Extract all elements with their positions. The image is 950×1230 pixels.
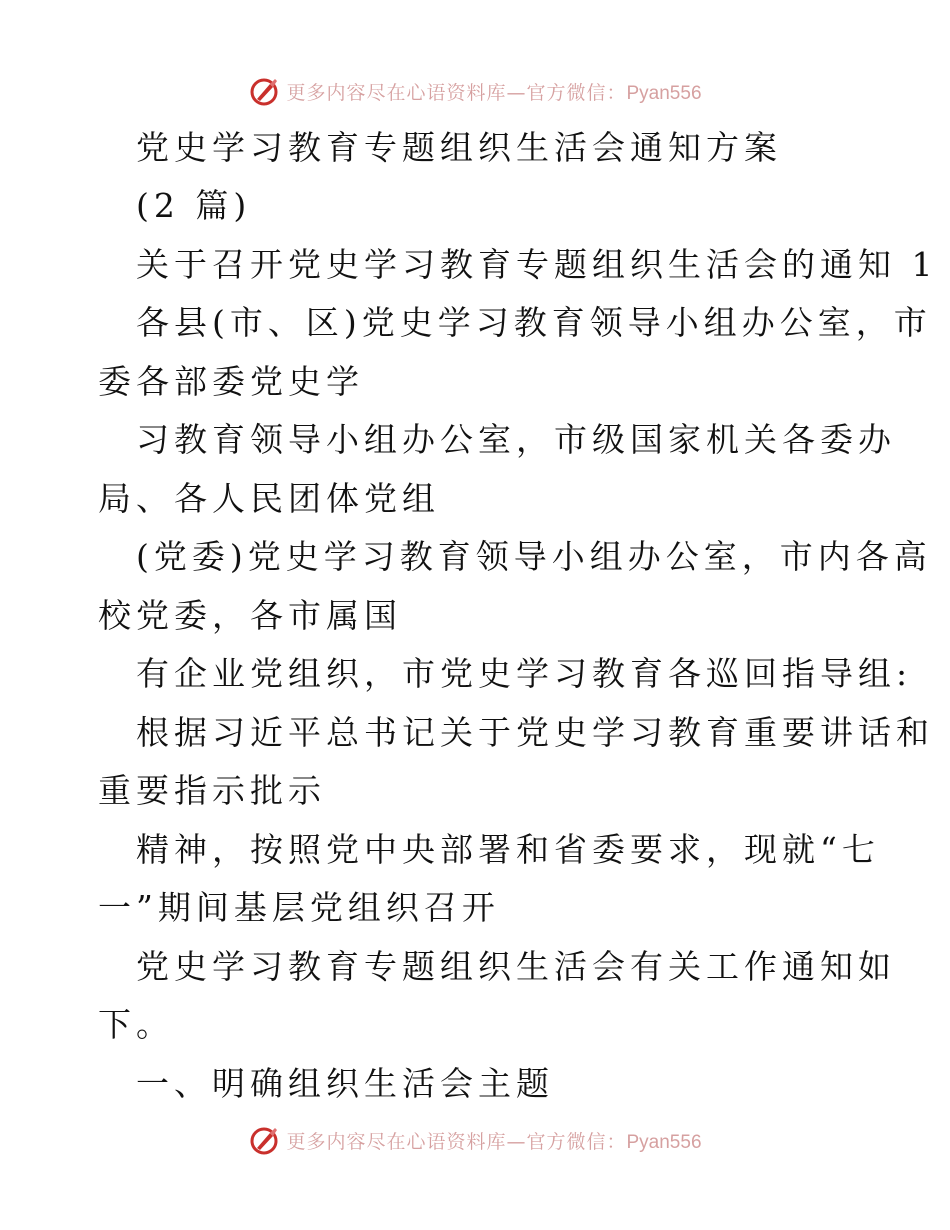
paragraph-line: 精神，按照党中央部署和省委要求，现就“七 [136, 830, 880, 869]
watermark-text: 更多内容尽在心语资料库—官方微信：Pyan556 [286, 81, 702, 104]
section-heading: 一、明确组织生活会主题 [136, 1064, 554, 1103]
pen-in-circle-icon [248, 75, 280, 107]
paragraph-line: (党委)党史学习教育领导小组办公室，市内各高 [136, 537, 932, 576]
paragraph-line: 下。 [98, 1005, 174, 1044]
document-title: 党史学习教育专题组织生活会通知方案 [136, 128, 782, 167]
paragraph-line: 委各部委党史学 [98, 362, 364, 401]
paragraph-line: 重要指示批示 [98, 771, 326, 810]
paragraph-line: 习教育领导小组办公室，市级国家机关各委办 [136, 420, 896, 459]
paragraph-line: 局、各人民团体党组 [98, 479, 440, 518]
paragraph-line: 根据习近平总书记关于党史学习教育重要讲话和 [136, 713, 934, 752]
watermark-text: 更多内容尽在心语资料库—官方微信：Pyan556 [286, 1130, 702, 1153]
pen-in-circle-icon [248, 1124, 280, 1156]
document-subtitle: (2 篇) [136, 186, 252, 225]
paragraph-line: 有企业党组织，市党史学习教育各巡回指导组: [136, 654, 913, 693]
footer-watermark [0, 1120, 950, 1160]
paragraph-line: 党史学习教育专题组织生活会有关工作通知如 [136, 947, 896, 986]
paragraph-line: 一”期间基层党组织召开 [98, 888, 500, 927]
paragraph-line: 各县(市、区)党史学习教育领导小组办公室，市 [136, 303, 932, 342]
paragraph-line: 校党委，各市属国 [98, 596, 402, 635]
notice-heading: 关于召开党史学习教育专题组织生活会的通知 1 [136, 245, 938, 284]
header-watermark [0, 71, 950, 111]
